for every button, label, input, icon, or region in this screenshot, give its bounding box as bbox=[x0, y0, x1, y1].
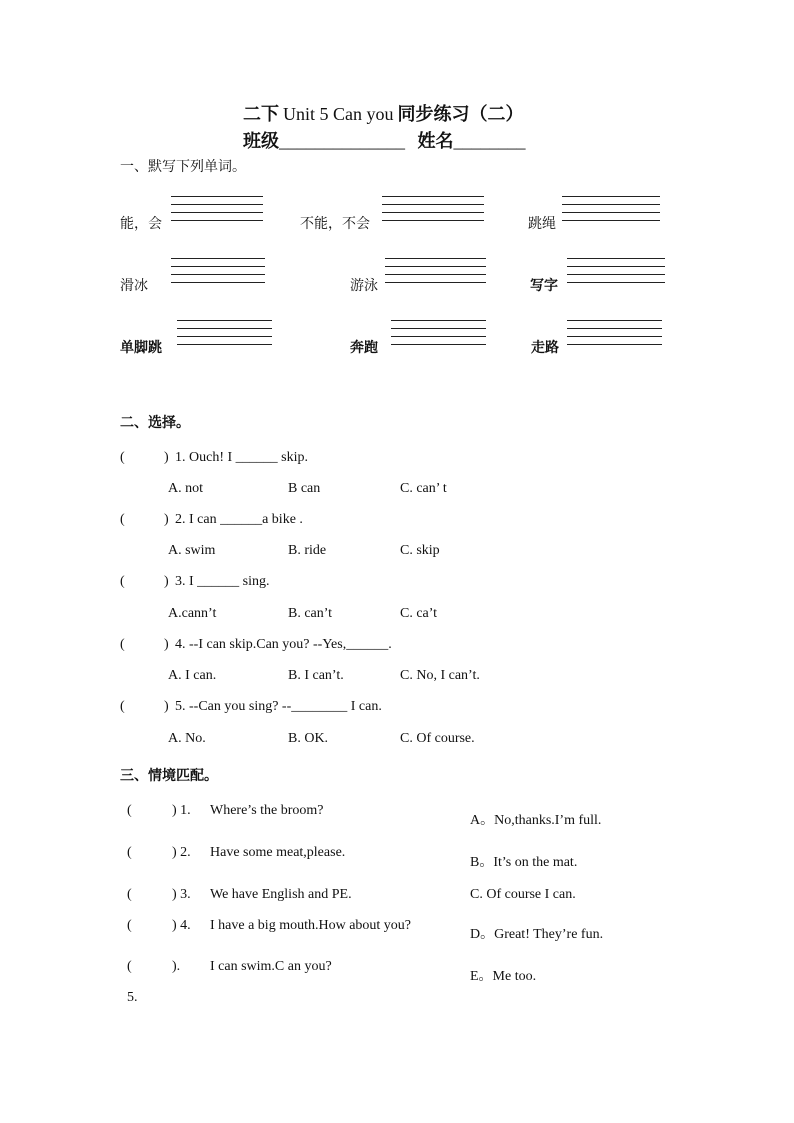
name-blank[interactable]: ________ bbox=[453, 131, 526, 151]
question-stem: 4. --I can skip.Can you? --Yes,______. bbox=[175, 637, 392, 652]
option-a[interactable]: A.cann’t bbox=[168, 606, 217, 621]
match-response-b: B。It’s on the mat. bbox=[470, 855, 578, 870]
answer-paren-close: ) bbox=[164, 699, 169, 714]
word-skip: 跳绳 bbox=[528, 216, 556, 232]
match-trailing-number: 5. bbox=[127, 990, 138, 1005]
word-run: 奔跑 bbox=[350, 340, 378, 356]
option-c[interactable]: C. Of course. bbox=[400, 731, 475, 746]
match-response-e: E。Me too. bbox=[470, 969, 537, 984]
word-write: 写字 bbox=[530, 278, 558, 294]
match-response-c: C. Of course I can. bbox=[470, 887, 576, 902]
option-a[interactable]: A. not bbox=[168, 481, 203, 496]
question-stem: 3. I ______ sing. bbox=[175, 574, 270, 589]
match-number: ) 1. bbox=[172, 803, 191, 818]
word-walk: 走路 bbox=[531, 340, 559, 356]
word-skate: 滑冰 bbox=[120, 278, 148, 294]
page-title bbox=[243, 100, 524, 126]
option-c[interactable]: C. ca’t bbox=[400, 606, 438, 621]
option-c[interactable]: C. can’ t bbox=[400, 481, 447, 496]
answer-paren-close: ) bbox=[164, 512, 169, 527]
match-response-d: D。Great! They’re fun. bbox=[470, 927, 604, 942]
section1-heading: 一、默写下列单词。 bbox=[120, 159, 246, 175]
word-hop: 单脚跳 bbox=[120, 340, 162, 356]
answer-paren-open[interactable]: ( bbox=[120, 574, 125, 589]
writing-lines[interactable] bbox=[391, 320, 486, 345]
match-prompt: I can swim.C an you? bbox=[210, 959, 332, 974]
match-paren[interactable]: ( bbox=[127, 803, 132, 818]
class-blank[interactable]: ______________ bbox=[279, 131, 405, 151]
option-b[interactable]: B. I can’t. bbox=[288, 668, 344, 683]
match-prompt: We have English and PE. bbox=[210, 887, 352, 902]
class-label: 班级 bbox=[243, 131, 279, 151]
section2-heading: 二、选择。 bbox=[120, 415, 190, 431]
match-paren[interactable]: ( bbox=[127, 887, 132, 902]
word-cannot: 不能，不会 bbox=[300, 216, 370, 232]
writing-lines[interactable] bbox=[567, 320, 662, 345]
answer-paren-close: ) bbox=[164, 450, 169, 465]
question-stem: 1. Ouch! I ______ skip. bbox=[175, 450, 308, 465]
option-a[interactable]: A. No. bbox=[168, 731, 206, 746]
match-prompt: Where’s the broom? bbox=[210, 803, 324, 818]
answer-paren-close: ) bbox=[164, 574, 169, 589]
question-stem: 5. --Can you sing? --________ I can. bbox=[175, 699, 382, 714]
writing-lines[interactable] bbox=[171, 258, 265, 283]
answer-paren-open[interactable]: ( bbox=[120, 512, 125, 527]
match-number: ). bbox=[172, 959, 181, 974]
match-number: ) 3. bbox=[172, 887, 191, 902]
word-can: 能，会 bbox=[120, 216, 162, 232]
writing-lines[interactable] bbox=[171, 196, 263, 221]
match-paren[interactable]: ( bbox=[127, 959, 132, 974]
match-paren[interactable]: ( bbox=[127, 845, 132, 860]
title-latin: Unit 5 Can you bbox=[283, 104, 394, 124]
word-swim: 游泳 bbox=[350, 278, 378, 294]
match-number: ) 2. bbox=[172, 845, 191, 860]
writing-lines[interactable] bbox=[567, 258, 665, 283]
title-prefix: 二下 bbox=[243, 104, 279, 124]
option-b[interactable]: B can bbox=[288, 481, 321, 496]
match-response-a: A。No,thanks.I’m full. bbox=[470, 813, 602, 828]
match-number: ) 4. bbox=[172, 918, 191, 933]
answer-paren-open[interactable]: ( bbox=[120, 450, 125, 465]
writing-lines[interactable] bbox=[382, 196, 484, 221]
question-stem: 2. I can ______a bike . bbox=[175, 512, 303, 527]
section3-heading: 三、情境匹配。 bbox=[120, 768, 218, 784]
option-b[interactable]: B. ride bbox=[288, 543, 327, 558]
option-a[interactable]: A. I can. bbox=[168, 668, 217, 683]
option-b[interactable]: B. OK. bbox=[288, 731, 329, 746]
answer-paren-open[interactable]: ( bbox=[120, 637, 125, 652]
match-prompt: I have a big mouth.How about you? bbox=[210, 918, 412, 933]
option-c[interactable]: C. No, I can’t. bbox=[400, 668, 480, 683]
match-prompt: Have some meat,please. bbox=[210, 845, 346, 860]
option-b[interactable]: B. can’t bbox=[288, 606, 333, 621]
option-c[interactable]: C. skip bbox=[400, 543, 440, 558]
header-fields bbox=[243, 127, 526, 153]
writing-lines[interactable] bbox=[562, 196, 660, 221]
match-paren[interactable]: ( bbox=[127, 918, 132, 933]
writing-lines[interactable] bbox=[177, 320, 272, 345]
writing-lines[interactable] bbox=[385, 258, 486, 283]
name-label: 姓名 bbox=[417, 131, 454, 151]
answer-paren-close: ) bbox=[164, 637, 169, 652]
title-suffix: 同步练习（二） bbox=[397, 104, 524, 124]
answer-paren-open[interactable]: ( bbox=[120, 699, 125, 714]
option-a[interactable]: A. swim bbox=[168, 543, 216, 558]
